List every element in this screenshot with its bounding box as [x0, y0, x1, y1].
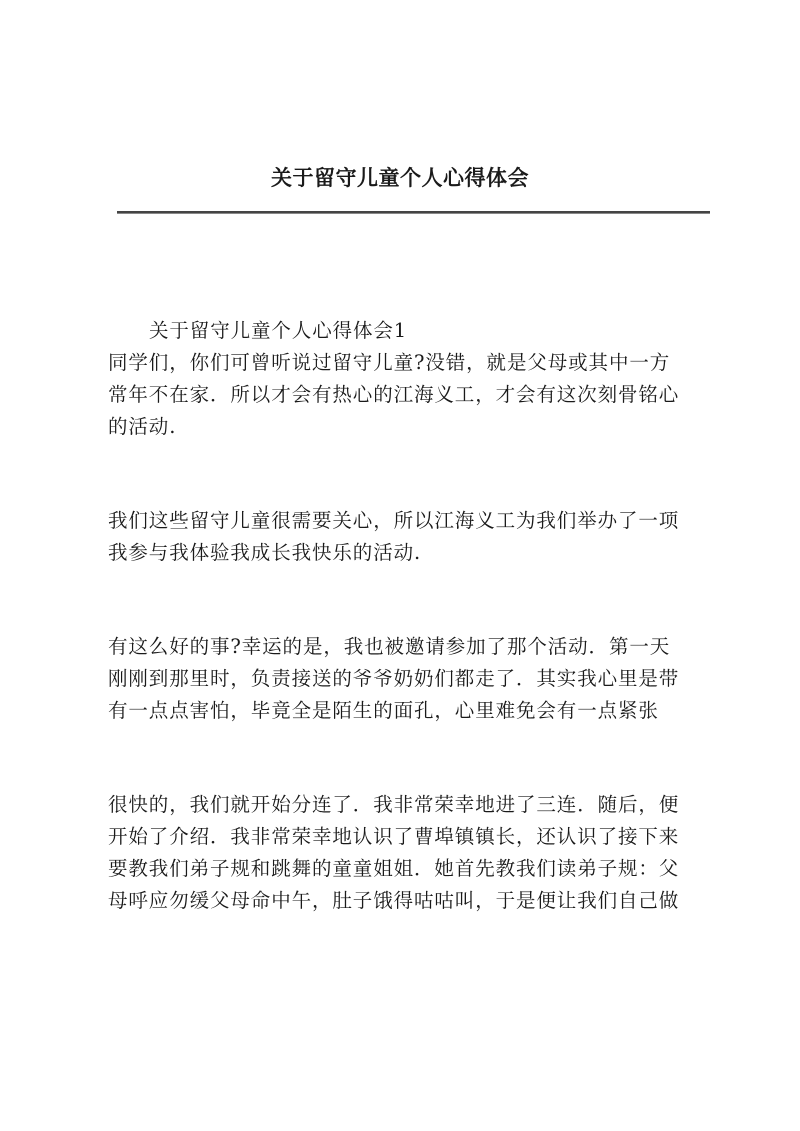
paragraph [108, 789, 708, 917]
text-line: 很快的，我们就开始分连了．我非常荣幸地进了三连．随后，便 [108, 793, 680, 816]
text-line: 有这么好的事?幸运的是，我也被邀请参加了那个活动．第一天 [108, 635, 671, 658]
text-line: 母呼应勿缓父母命中午，肚子饿得咕咕叫，于是便让我们自己做 [108, 889, 680, 912]
paragraph-gap [108, 727, 708, 789]
text-line: 同学们，你们可曾听说过留守儿童?没错，就是父母或其中一方 [108, 351, 671, 374]
paragraph [108, 347, 708, 443]
document-body [108, 315, 708, 917]
text-line: 我参与我体验我成长我快乐的活动. [108, 541, 422, 564]
page-title: 关于留守儿童个人心得体会 [271, 165, 529, 190]
paragraph [108, 505, 708, 569]
text-line: 开始了介绍．我非常荣幸地认识了曹埠镇镇长，还认识了接下来 [108, 825, 680, 848]
text-line: 我们这些留守儿童很需要关心，所以江海义工为我们举办了一项 [108, 509, 680, 532]
title-divider [117, 211, 710, 214]
paragraph [108, 631, 708, 727]
paragraph-gap [108, 569, 708, 631]
text-line: 的活动. [108, 415, 177, 438]
text-line: 刚刚到那里时，负责接送的爷爷奶奶们都走了．其实我心里是带 [108, 667, 680, 690]
text-line: 常年不在家．所以才会有热心的江海义工，才会有这次刻骨铭心 [108, 383, 680, 406]
text-line: 要教我们弟子规和跳舞的童童姐姐．她首先教我们读弟子规：父 [108, 857, 680, 880]
text-line: 有一点点害怕，毕竟全是陌生的面孔，心里难免会有一点紧张 [108, 699, 659, 722]
paragraph-gap [108, 443, 708, 505]
section-heading: 关于留守儿童个人心得体会1 [149, 319, 408, 342]
